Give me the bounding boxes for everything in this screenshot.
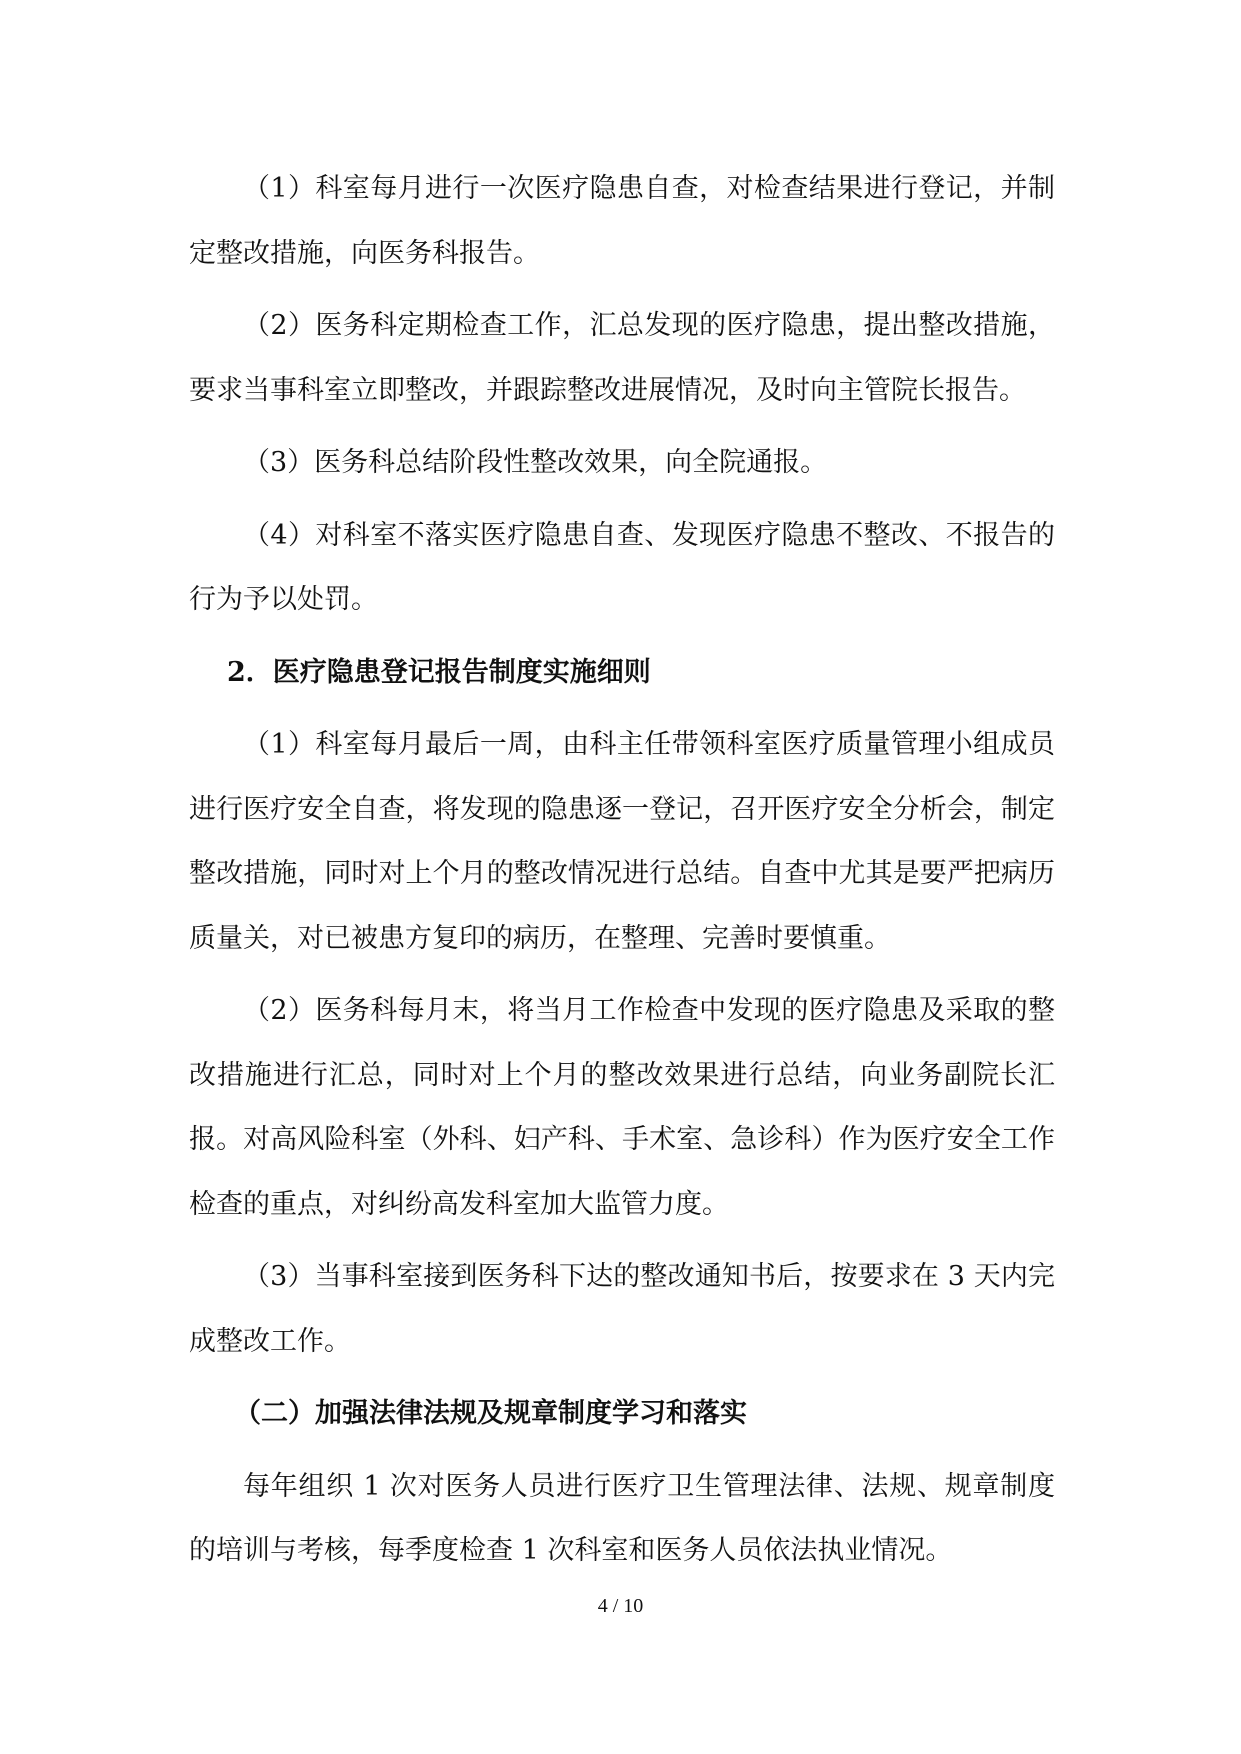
page-number: 4 / 10 xyxy=(597,1595,644,1617)
page-body xyxy=(189,157,1055,1584)
paragraph-annual-training: 每年组织 1 次对医务人员进行医疗卫生管理法律、法规、规章制度的培训与考核，每季度检查 1 次科室和医务人员依法执业情况。 xyxy=(189,1470,1055,1566)
paragraph-penalty: （4）对科室不落实医疗隐患自查、发现医疗隐患不整改、不报告的行为予以处罚。 xyxy=(189,519,1055,615)
paragraph-summary-report: （3）医务科总结阶段性整改效果，向全院通报。 xyxy=(243,447,828,478)
paragraph-monthly-self-inspection: （1）科室每月最后一周，由科主任带领科室医疗质量管理小组成员进行医疗安全自查，将发现的隐患逐一登记，召开医疗安全分析会，制定整改措施，同时对上个月的整改情况进行总结。自查中尤其是要严把病历质量关，对已被患方复印的病历，在整理、完善时要慎重。 xyxy=(189,729,1055,954)
paragraph-rectification-deadline: （3）当事科室接到医务科下达的整改通知书后，按要求在 3 天内完成整改工作。 xyxy=(189,1261,1055,1357)
section-heading-laws-regulations: （二）加强法律法规及规章制度学习和落实 xyxy=(234,1398,747,1429)
paragraph-self-check: （1）科室每月进行一次医疗隐患自查，对检查结果进行登记，并制定整改措施，向医务科报告。 xyxy=(189,173,1055,269)
paragraph-medical-dept-inspection: （2）医务科定期检查工作，汇总发现的医疗隐患，提出整改措施，要求当事科室立即整改，并跟踪整改进展情况，及时向主管院长报告。 xyxy=(189,310,1055,406)
section-heading-registration-rules: 2．医疗隐患登记报告制度实施细则 xyxy=(227,656,651,688)
paragraph-monthly-summary: （2）医务科每月末，将当月工作检查中发现的医疗隐患及采取的整改措施进行汇总，同时对上个月的整改效果进行总结，向业务副院长汇报。对高风险科室（外科、妇产科、手术室、急诊科）作为医疗安全工作检查的重点，对纠纷高发科室加大监管力度。 xyxy=(189,995,1055,1220)
